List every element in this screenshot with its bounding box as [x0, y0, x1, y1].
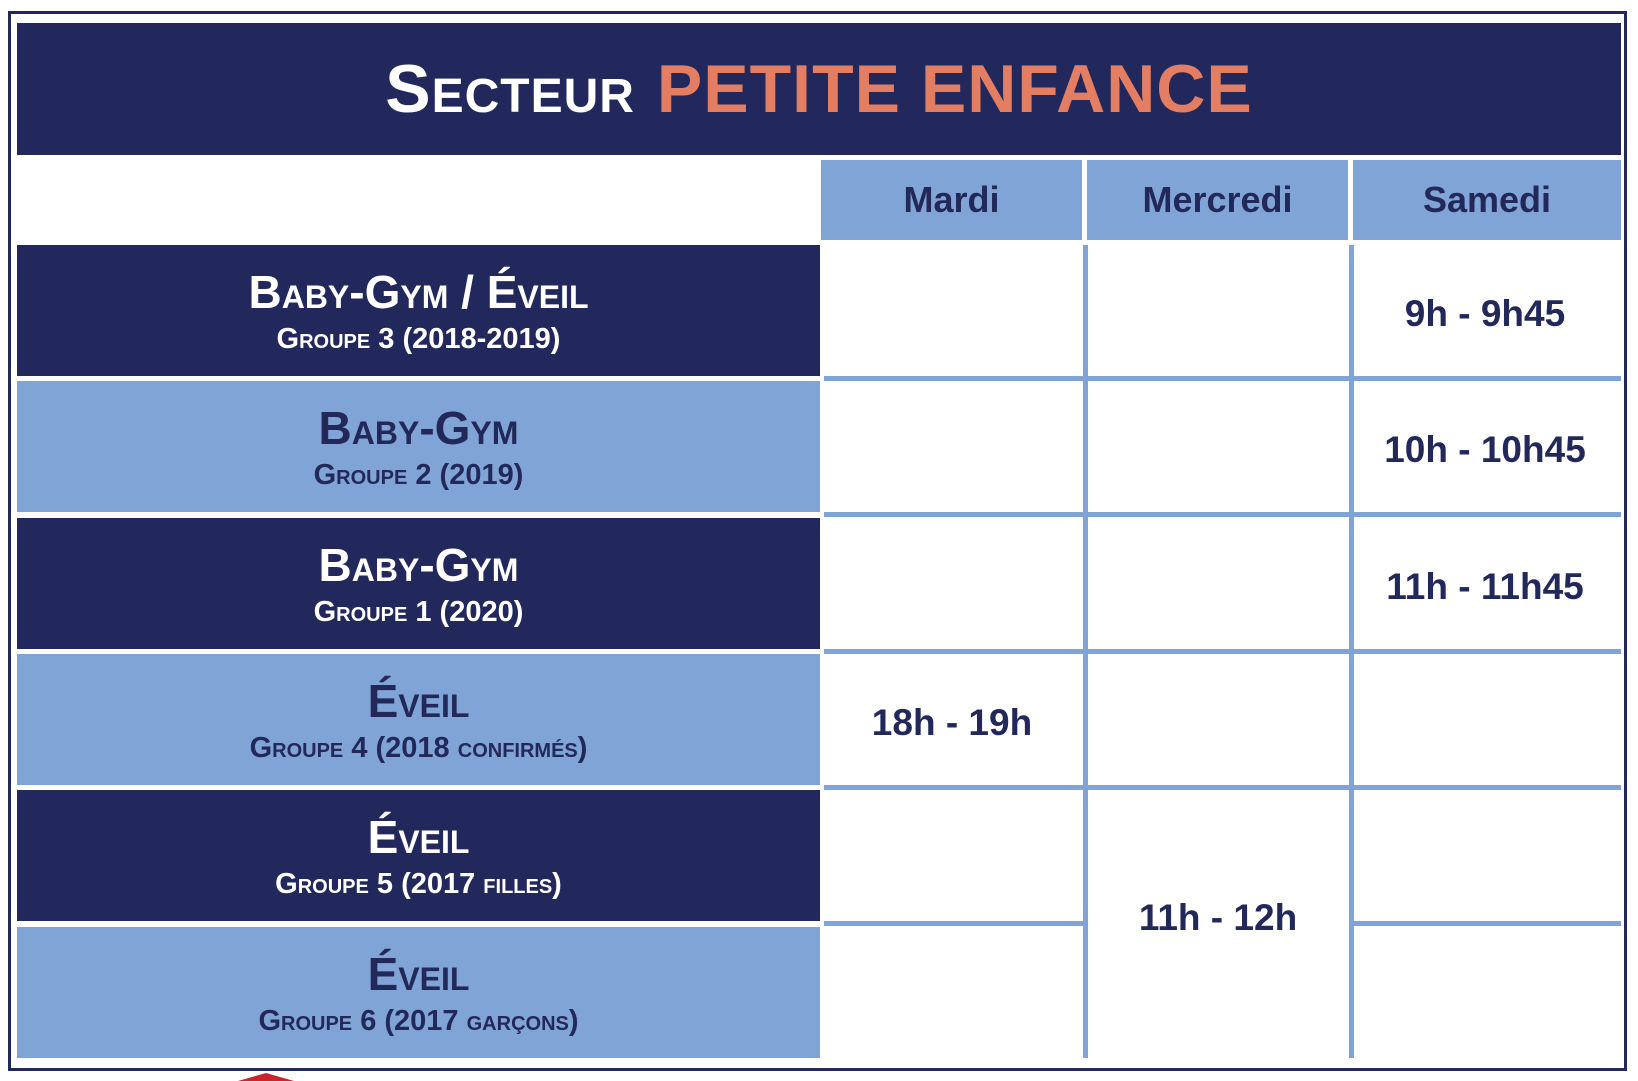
group-subtitle: Groupe 3 (2018-2019): [276, 322, 561, 355]
group-name: Baby-Gym / Éveil: [248, 265, 589, 318]
group-name: Éveil: [367, 674, 470, 727]
group-name: Baby-Gym: [318, 401, 519, 454]
time-slot: 11h - 11h45: [1386, 566, 1584, 607]
grid-divider: [1354, 921, 1621, 926]
time-slot: 10h - 10h45: [1384, 429, 1586, 470]
group-row-1: [17, 518, 820, 649]
title-banner: [17, 23, 1621, 155]
group-subtitle: Groupe 1 (2020): [313, 595, 524, 628]
group-name: Baby-Gym: [318, 538, 519, 591]
grid-divider: [824, 512, 1621, 517]
group-name: Éveil: [367, 947, 470, 1000]
group-subtitle: Groupe 4 (2018 confirmés): [249, 731, 588, 764]
time-slot: 18h - 19h: [871, 702, 1033, 743]
grid-divider: [824, 376, 1621, 381]
day-header-samedi: Samedi: [1353, 160, 1621, 240]
group-name: Éveil: [367, 810, 470, 863]
group-row-6: [17, 927, 820, 1058]
day-header-mardi: Mardi: [821, 160, 1082, 240]
arrow-icon: [238, 1073, 294, 1081]
time-slot: 11h - 12h: [1138, 897, 1298, 938]
grid-divider: [824, 785, 1621, 790]
group-subtitle: Groupe 2 (2019): [313, 458, 524, 491]
day-header-mercredi: Mercredi: [1087, 160, 1348, 240]
group-subtitle: Groupe 5 (2017 filles): [275, 867, 562, 900]
group-row-2: [17, 381, 820, 512]
title-highlight: PETITE ENFANCE: [656, 51, 1253, 127]
group-row-4: [17, 654, 820, 785]
group-row-3: [17, 245, 820, 376]
group-subtitle: Groupe 6 (2017 garçons): [258, 1004, 579, 1037]
grid-divider: [824, 921, 1083, 926]
grid-divider: [824, 649, 1621, 654]
title-prefix: Secteur: [385, 51, 635, 127]
group-row-5: [17, 790, 820, 921]
time-slot: 9h - 9h45: [1404, 293, 1566, 334]
